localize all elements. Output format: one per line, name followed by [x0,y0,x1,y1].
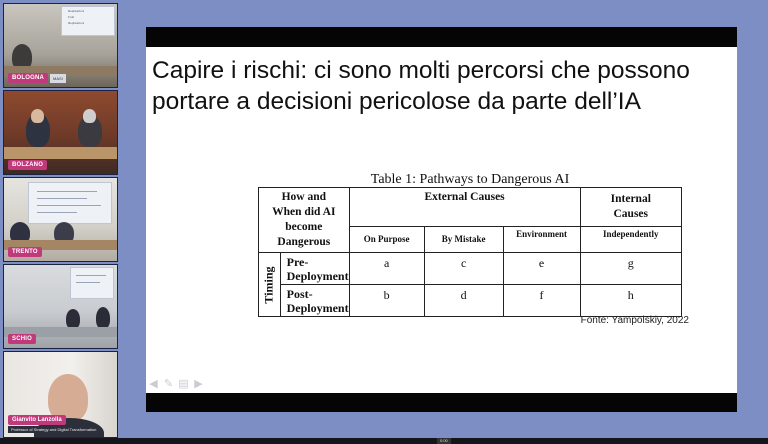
projector-screen [28,182,112,224]
table-cell: e [503,253,580,285]
video-tile-speaker[interactable] [3,351,118,438]
table-caption: Table 1: Pathways to Dangerous AI [370,172,570,187]
corner-header [259,188,350,253]
location-badge: SCHIO [8,334,36,344]
sub-header-text: Environment [516,229,567,240]
external-causes-header [349,188,580,227]
timing-cell [259,253,281,317]
pen-icon[interactable]: ✎ [163,378,174,390]
arrow-right-icon[interactable]: ▶ [194,378,203,390]
video-tile-bolzano[interactable] [3,90,118,175]
sub-header-text: By Mistake [441,234,486,245]
sub-header-text: Independently [603,229,659,240]
speaker-role-badge: Professor of Strategy and Digital Transformation [8,426,99,433]
phase-pre-deployment: Pre-Deployment [280,253,349,285]
screen-line: Replicazioni [68,21,85,25]
location-badge: TRENTO [8,247,42,257]
participant-figure [66,309,80,329]
video-tile-schio[interactable] [3,264,118,349]
desk [4,147,117,159]
table-cell: h [580,285,681,317]
slide-title: Capire i rischi: ci sono molti percorsi che possono portare a decisioni pericolose da parte dell’IA [152,57,690,115]
corner-header-text: How and When did AI become Dangerous [272,191,336,248]
speaker-name-badge: Gianvito Lanzolla [8,415,66,425]
bottom-strip [0,438,768,444]
video-tile-bologna[interactable] [3,3,118,88]
name-tag: MASI [50,74,66,83]
timing-label: Timing [261,265,276,304]
slide-bottom-bar [146,393,737,412]
table-cell: b [349,285,424,317]
table-cell: c [424,253,503,285]
internal-causes-text: Internal Causes [610,193,651,221]
screen-line: Replicazioni [68,9,85,13]
sub-header-on-purpose [349,227,424,253]
presentation-slide [146,27,737,412]
external-causes-text: External Causes [424,191,505,203]
location-badge: BOLZANO [8,160,47,170]
sub-header-independently [580,227,681,253]
table-cell: d [424,285,503,317]
table-cell: a [349,253,424,285]
table-cell: g [580,253,681,285]
location-badge: BOLOGNA [8,73,48,83]
participant-head [83,109,96,123]
pathways-table [258,187,682,317]
video-tile-trento[interactable] [3,177,118,262]
sub-header-text: On Purpose [363,234,410,245]
slides-grid-icon[interactable]: ▤ [178,378,189,390]
screen-line: Fruit [68,15,74,19]
slide-nav-tools [148,379,204,390]
internal-causes-header [580,188,681,227]
sub-header-by-mistake [424,227,503,253]
projector-screen [70,267,114,299]
bottom-indicator: 0:00 [437,438,451,444]
participant-head [31,109,44,123]
phase-post-deployment: Post-Deployment [280,285,349,317]
table-cell: f [503,285,580,317]
arrow-left-icon[interactable]: ◀ [149,378,158,390]
slide-top-bar [146,27,737,47]
sub-header-environment [503,227,580,253]
participant-figure [96,307,110,329]
projector-screen [61,6,115,36]
source-citation: Fonte: Yampolskiy, 2022 [580,315,689,326]
